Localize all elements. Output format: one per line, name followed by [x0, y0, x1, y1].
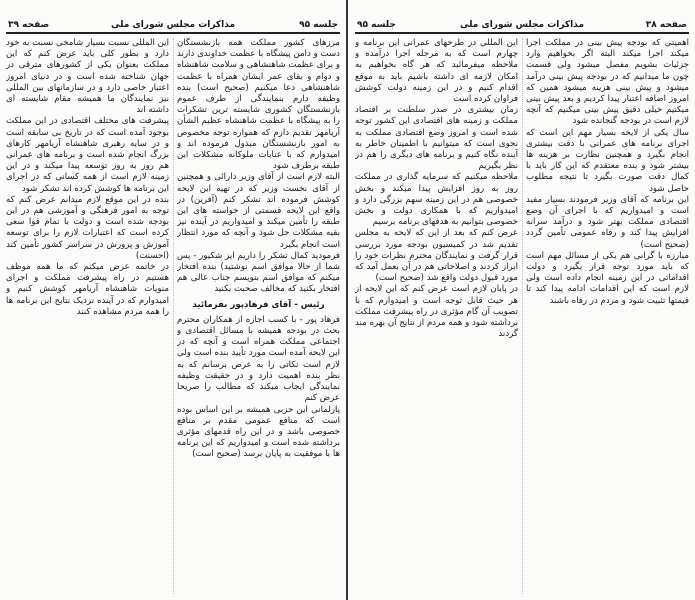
- right-page-right-column: [526, 38, 689, 596]
- column-divider: [173, 38, 174, 594]
- paragraph: مبارزه با گرانی هم یکی از مسائل مهم است که باید مورد توجه قرار بگیرد و دولت اقداماتی در این زمینه انجام داده است ولی لازم است که این اقدامات ادامه پیدا کند تا قیمتها تثبیت شود و مردم در رفاه باشند: [526, 250, 689, 306]
- paragraph: مرزهای کشور مملکت همه بازنشستگان دست و دامن پیشگاه با عظمت خداوندی دارند و برای عظمت شاهنشاهی و سلامت شاهنشاه و دوام و بقای عمر ایشان همراه با عظمت شاهنشاهی دعا میکنیم (صحیح است) بنده وظیفه دارم بنمایندگی از طرف عموم بازنشستگان کشوری شایسته ترین تشکرات را به پیشگاه با عظمت شاهنشاه عظیم الشأن آریامهر تقدیم دارم که همواره توجه مخصوص به امور بازنشستگان مبذول فرموده اند و امیدوارم که با عنایات ملوکانه مشکلات این طبقه برطرف شود: [177, 38, 340, 172]
- paragraph: فرمودید کمال تشکر را داریم ایز شکیور - پس شما از حالا موافق اسم نوشتید) بنده افتخار میکنم که موافق اسم بنویسم جناب عالی هم افتخار بکنید که مخالف صحبت بکنید: [177, 250, 340, 295]
- left-page-right-column: [177, 38, 340, 596]
- paragraph: سال یکی از لایحه بسیار مهم این است که اجرای برنامه های عمرانی با دقت بیشتری انجام بگیرد و همچنین نظارت بر هزینه ها بیشتر شود و بنده معتقدم که این کار باید با کمال دقت صورت بگیرد تا نتیجه مطلوب حاصل شود: [526, 127, 689, 194]
- running-title: مذاکرات مجلس شورای ملی: [459, 20, 585, 30]
- paragraph: این المللی در طرحهای عمرانی این برنامه و چهارم است که به مرحله اجرا درآمده و ملاحظه میفرمائید که هر گاه بخواهیم به امکان لازمه ای داشته باشیم باید به موقع اقدام کنیم و در این زمینه دولت کوشش فراوان کرده است: [355, 38, 518, 105]
- page-number: صفحه ۳۹: [8, 20, 50, 30]
- page-number: صفحه ۳۸: [645, 20, 687, 30]
- paragraph: پیشرفت های مختلف اقتصادی در این مملکت بوجود آمده است که در تاریخ بی سابقه است و در سایه رهبری شاهنشاه آریامهر کارهای بزرگ انجام شده است و برنامه های عمرانی هم روز به روز توسعه پیدا میکند و در این زمینه لازم است از همه کسانی که در اجرای این برنامه ها کوشش کرده اند تشکر شود: [6, 116, 169, 194]
- column-divider: [522, 38, 523, 594]
- session-number: جلسه ۹۵: [299, 20, 338, 30]
- paragraph: در پایان لازم است عرض کنم که این لایحه از هر حیث قابل توجه است و امیدوارم که با تصویب آن گام مؤثری در راه پیشرفت مملکت برداشته شود و همه مردم از نتایج آن بهره مند گردند: [355, 284, 518, 340]
- running-title: مذاکرات مجلس شورای ملی: [110, 20, 236, 30]
- paragraph: اهمیتی که بودجه پیش بینی در مملکت اجرا میکند اجرا میکند البته اگر بخواهیم وارد جزئیات بشویم مفصل میشود ولی قسمت چون ما میدانیم که در بودجه پیش بینی درآمد میشود و پیش بینی هزینه میشود همین که امروز اضافه اعتبار پیدا کردیم و بعد پیش بینی میکنیم خیلی دقیق پیش بینی میکنیم که آنچه لازم است در بودجه گنجانده شود: [526, 38, 689, 127]
- paragraph: این المللی نسبت بسیار شامخی نسبت به خود دارد و بطور کلی باید عرض کنم که این مملکت بعنوان یکی از کشورهای مترقی در جهان شناخته شده است و در دنیای امروز اعتبار خاصی دارد و در سازمانهای بین المللی نیز نمایندگان ما همیشه مقام شایسته ای داشته اند: [6, 38, 169, 116]
- right-page-header: [355, 20, 689, 34]
- left-page-left-column: [6, 38, 169, 596]
- paragraph: بنده در این موقع لازم میدانم عرض کنم که توجه به امور فرهنگی و آموزشی هم در این بودجه شده است و دولت با تمام قوا سعی کرده است که اعتبارات لازم را برای توسعه آموزش و پرورش در سراسر کشور تأمین کند (احسنت): [6, 194, 169, 261]
- left-page-header: [6, 20, 340, 34]
- speaker-heading: رئیس - آقای فرهادپور بفرمائید: [192, 299, 325, 310]
- paragraph: البته لازم است از آقای وزیر دارائی و همچنین از آقای نخست وزیر که در تهیه این لایحه کوشش فرموده اند تشکر کنم (آفرین) در واقع این لایحه قسمتی از خواسته های این طبقه را تأمین میکند و امیدواریم در آینده نیز بقیه مشکلات حل شود و آنچه که مورد انتظار است انجام بگیرد: [177, 172, 340, 250]
- right-page: [349, 0, 695, 600]
- paragraph: این برنامه که آقای وزیر فرمودند بسیار مفید است و امیدواریم که با اجرای آن وضع اقتصادی مملکت بهتر شود و درآمد سرانه افزایش پیدا کند و رفاه عمومی تأمین گردد (صحیح است): [526, 194, 689, 250]
- paragraph: فرهاد پور - با کسب اجازه از همکاران محترم بحث در بودجه همیشه با مسائل اقتصادی و اجتماعی مملکت همراه است و آنچه که در این لایحه آمده است مورد تأیید بنده است ولی لازم است نکاتی را به عرض برسانم که به نظر بنده اهمیت دارد و در حقیقت وظیفه نمایندگی ایجاب میکند که مطالب را صریحا عرض کنم: [177, 314, 340, 404]
- paragraph: پارلمانی این حزبی همیشه بر این اساس بوده است که منافع عمومی مقدم بر منافع خصوصی باشد و در این راه قدمهای مؤثری برداشته شده است و امیدواریم که این برنامه ها با موفقیت به پایان برسد (صحیح است): [177, 404, 340, 460]
- paragraph: عرض کنم که بعد از این که لایحه به مجلس تقدیم شد در کمیسیون بودجه مورد بررسی قرار گرفت و نمایندگان محترم نظرات خود را ابراز کردند و اصلاحاتی هم در آن بعمل آمد که مورد قبول دولت واقع شد (صحیح است): [355, 228, 518, 284]
- paragraph: در خاتمه عرض میکنم که ما همه موظف هستیم در راه پیشرفت مملکت و اجرای منویات شاهنشاه آریامهر کوشش کنیم و امیدوارم که در آینده نزدیک نتایج این برنامه ها را همه مردم مشاهده کنند: [6, 262, 169, 317]
- paragraph: زمان بیشتری در صدر سلطنت بر اقتصاد مملکت و زمینه های اقتصادی این کشور توجه شده است و امروز وضع اقتصادی مملکت به نحوی است که میتوانیم با اطمینان خاطر به آینده نگاه کنیم و برنامه های دیگری را هم در نظر بگیریم: [355, 105, 518, 172]
- session-number: جلسه ۹۵: [357, 20, 396, 30]
- paragraph: ملاحظه میکنیم که سرمایه گذاری در مملکت روز به روز افزایش پیدا میکند و بخش خصوصی هم در این زمینه سهم بزرگی دارد و امیدواریم که با همکاری دولت و بخش خصوصی بتوانیم به هدفهای برنامه برسیم: [355, 172, 518, 228]
- right-page-left-column: [355, 38, 518, 596]
